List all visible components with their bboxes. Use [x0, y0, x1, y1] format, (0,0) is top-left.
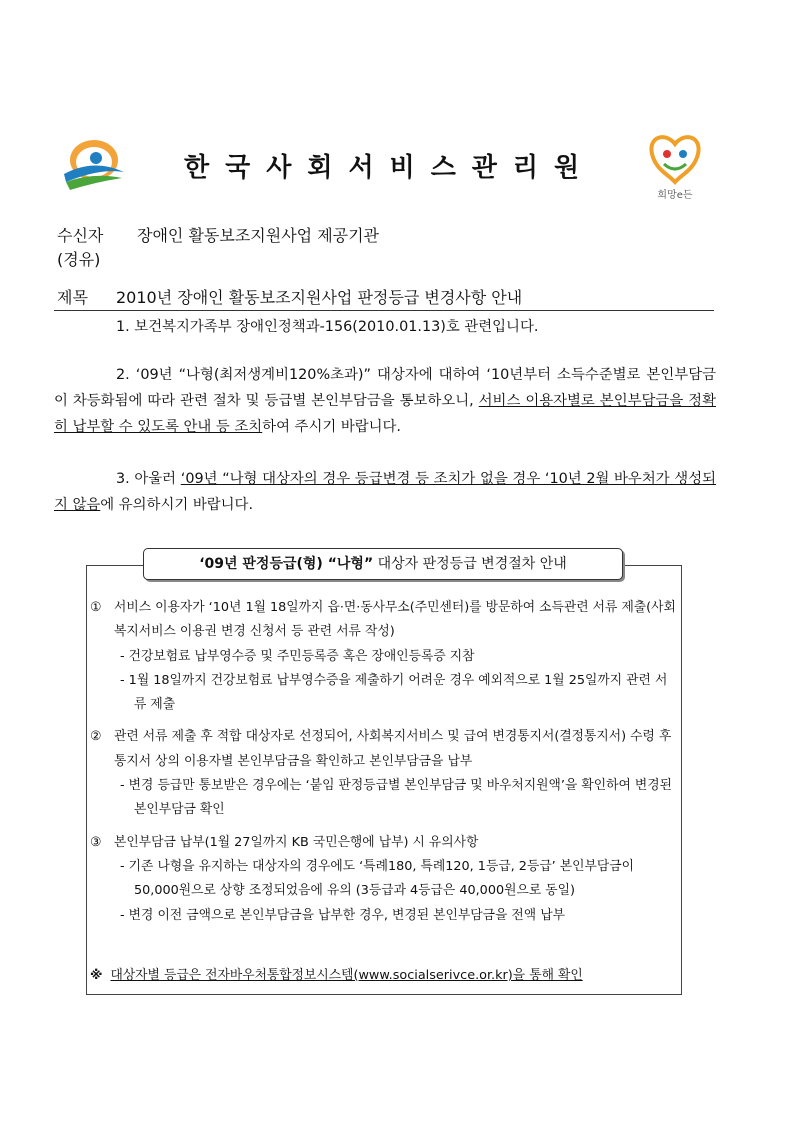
procedure-list: [90, 596, 678, 928]
paragraph-2: [54, 362, 716, 440]
paragraph-3-text: 3. 아울러: [116, 471, 181, 487]
paragraph-3-end: 에 유의하시기 바랍니다.: [100, 497, 254, 513]
paragraph-1: 1. 보건복지가족부 장애인정책과-156(2010.01.13)호 관련입니다.: [116, 319, 539, 335]
procedure-item-1: [90, 596, 678, 717]
item-text: 본인부담금 납부(1월 27일까지 KB 국민은행에 납부) 시 유의사항: [114, 834, 479, 850]
subject-label: 제목: [57, 288, 88, 307]
item-sub: - 변경 이전 금액으로 본인부담금을 납부한 경우, 변경된 본인부담금을 전액 납부: [120, 907, 565, 923]
item-sub: - 기존 나형을 유지하는 대상자의 경우에도 ‘특례180, 특례120, 1등급, 2등급’ 본인부담금이 50,000원으로 상향 조정되었음에 유의 (3등급과 4등급은 40,000원으로 동일): [120, 858, 634, 899]
note-text: 대상자별 등급은 전자바우처통합정보시스템(www.socialserivce.or.kr)을 통해 확인: [110, 968, 583, 983]
item-sub: - 1월 18일까지 건강보험료 납부영수증을 제출하기 어려운 경우 예외적으로 1월 25일까지 관련 서류 제출: [120, 672, 668, 713]
footnote: [90, 964, 583, 983]
item-text: 서비스 이용자가 ‘10년 1월 18일까지 읍·면·동사무소(주민센터)를 방문하여 소득관련 서류 제출(사회복지서비스 이용권 변경 신청서 등 관련 서류 작성): [114, 600, 676, 640]
item-sub: - 변경 등급만 통보받은 경우에는 ‘붙임 판정등급별 본인부담금 및 바우처지원액’을 확인하여 변경된 본인부담금 확인: [120, 778, 672, 818]
paragraph-3: [54, 466, 716, 518]
subject-value: 2010년 장애인 활동보조지원사업 판정등급 변경사항 안내: [116, 288, 523, 307]
recipient-label: 수신자: [57, 226, 104, 245]
item-number: ③: [90, 834, 102, 850]
organization-name: 한국사회서비스관리원: [184, 153, 596, 183]
recipient-value: 장애인 활동보조지원사업 제공기관: [137, 226, 380, 245]
letterhead: [0, 0, 794, 210]
item-text: 관련 서류 제출 후 적합 대상자로 선정되어, 사회복지서비스 및 급여 변경통지서(결정통지서) 수령 후 통지서 상의 이용자별 본인부담금을 확인하고 본인부담금을 납부: [114, 729, 672, 769]
right-logo-text: 희망e든: [657, 190, 693, 201]
procedure-item-2: [90, 725, 678, 822]
hope-eden-logo-icon: [646, 132, 704, 202]
recipient-line: [57, 224, 380, 269]
procedure-item-3: [90, 831, 678, 928]
paragraph-2-text: 2. ‘09년 “나형(최저생계비120%초과)” 대상자에 대하여 ‘10년부터 소득수준별로 본인부담금이 차등화됨에 따라 관련 절차 및 등급별 본인부담금을 통보하오니,: [54, 367, 716, 409]
box-title-rest: 대상자 판정등급 변경절차 안내: [373, 556, 567, 572]
item-number: ②: [90, 729, 102, 745]
item-sub: - 건강보험료 납부영수증 및 주민등록증 혹은 장애인등록증 지참: [120, 648, 475, 664]
item-number: ①: [90, 600, 102, 615]
agency-emblem-icon: [60, 138, 128, 194]
via-label: (경유): [57, 250, 101, 269]
subject-line: [54, 285, 714, 311]
box-title-bold: ‘09년 판정등급(형) “나형”: [199, 556, 374, 572]
note-mark: ※: [90, 968, 103, 983]
paragraph-3-underlined: ‘09년 “나형 대상자의 경우 등급변경 등 조치가 없을 경우 ‘10년 2월 바우처가 생성되지 않음: [54, 471, 716, 513]
paragraph-2-underlined: 서비스 이용자별로 본인부담금을 정확히 납부할 수 있도록 안내 등 조치: [54, 393, 716, 435]
paragraph-2-end: 하여 주시기 바랍니다.: [262, 419, 402, 435]
procedure-box-title: [143, 548, 623, 580]
